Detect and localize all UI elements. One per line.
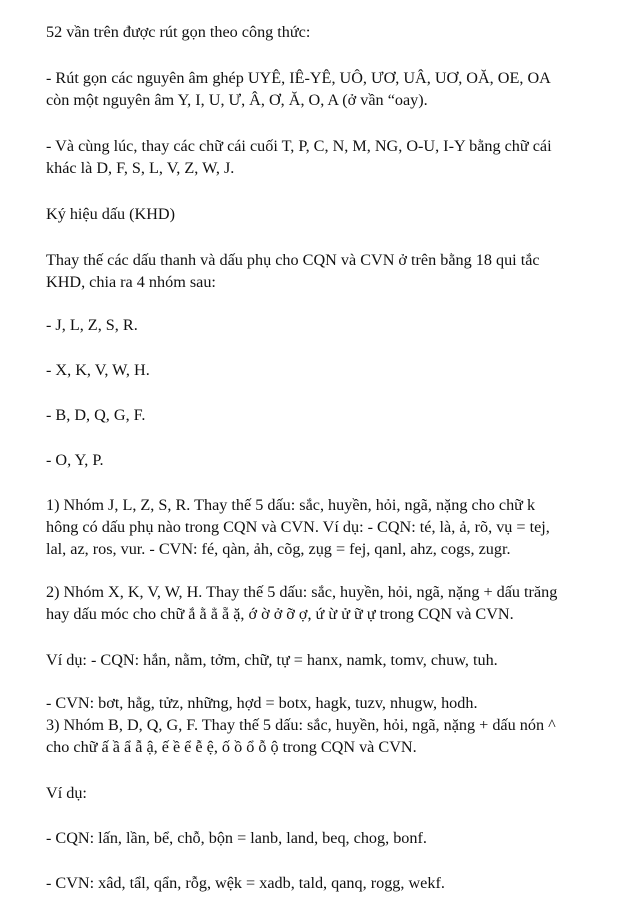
group3-example-cqn: - CQN: lấn, lần, bể, chỗ, bộn = lanb, land, beq, chog, bonf. — [46, 829, 427, 847]
khd-intro-line-2: KHD, chia ra 4 nhóm sau: — [46, 273, 216, 291]
rule-vowels-line-2: còn một nguyên âm Y, I, U, Ư, Â, Ơ, Ă, O, A (ở vần “oay). — [46, 91, 428, 109]
group-list-item: - J, L, Z, S, R. — [46, 316, 138, 334]
group3-line-2: cho chữ ấ ầ ẩ ẫ ậ, ế ề ể ễ ệ, ố ồ ổ ỗ ộ trong CQN và CVN. — [46, 738, 417, 756]
group1-line-2: hông có dấu phụ nào trong CQN và CVN. Ví dụ: - CQN: té, là, ả, rõ, vụ = tej, — [46, 518, 550, 536]
intro-line: 52 vần trên được rút gọn theo công thức: — [46, 23, 311, 41]
khd-intro-line-1: Thay thế các dấu thanh và dấu phụ cho CQN và CVN ở trên bằng 18 qui tắc — [46, 251, 540, 269]
group2-line-2: hay dấu móc cho chữ ắ ằ ẳ ẵ ặ, ớ ờ ở ỡ ợ, ứ ừ ử ữ ự trong CQN và CVN. — [46, 605, 514, 623]
group-list-item: - X, K, V, W, H. — [46, 361, 150, 379]
group-list-item: - O, Y, P. — [46, 451, 104, 469]
group3-example-cvn: - CVN: xâd, tẩl, qẩn, rỗg, wệk = xadb, tald, qanq, rogg, wekf. — [46, 874, 445, 892]
group2-line-1: 2) Nhóm X, K, V, W, H. Thay thế 5 dấu: sắc, huyền, hỏi, ngã, nặng + dấu trăng — [46, 583, 558, 601]
rule-endings-line-1: - Và cùng lúc, thay các chữ cái cuối T, P, C, N, M, NG, O-U, I-Y bằng chữ cái — [46, 137, 552, 155]
rule-vowels-line-1: - Rút gọn các nguyên âm ghép UYÊ, IÊ-YÊ, UÔ, ƯƠ, UÂ, UƠ, OĂ, OE, OA — [46, 69, 551, 87]
group1-line-3: lal, az, ros, vur. - CVN: fé, qàn, ảh, cõg, zụg = fej, qanl, ahz, cogs, zugr. — [46, 540, 511, 558]
section-heading: Ký hiệu dấu (KHD) — [46, 205, 176, 223]
group2-example-cqn: Ví dụ: - CQN: hắn, nằm, tởm, chữ, tự = hanx, namk, tomv, chuw, tuh. — [46, 651, 498, 669]
group1-line-1: 1) Nhóm J, L, Z, S, R. Thay thế 5 dấu: sắc, huyền, hỏi, ngã, nặng cho chữ k — [46, 496, 536, 514]
example-label: Ví dụ: — [46, 784, 87, 802]
rule-endings-line-2: khác là D, F, S, L, V, Z, W, J. — [46, 159, 235, 177]
group-list-item: - B, D, Q, G, F. — [46, 406, 146, 424]
group3-line-1: 3) Nhóm B, D, Q, G, F. Thay thế 5 dấu: sắc, huyền, hỏi, ngã, nặng + dấu nón ^ — [46, 716, 556, 734]
group2-example-cvn: - CVN: bơt, hẳg, tửz, những, hợd = botx, hagk, tuzv, nhugw, hodh. — [46, 694, 478, 712]
